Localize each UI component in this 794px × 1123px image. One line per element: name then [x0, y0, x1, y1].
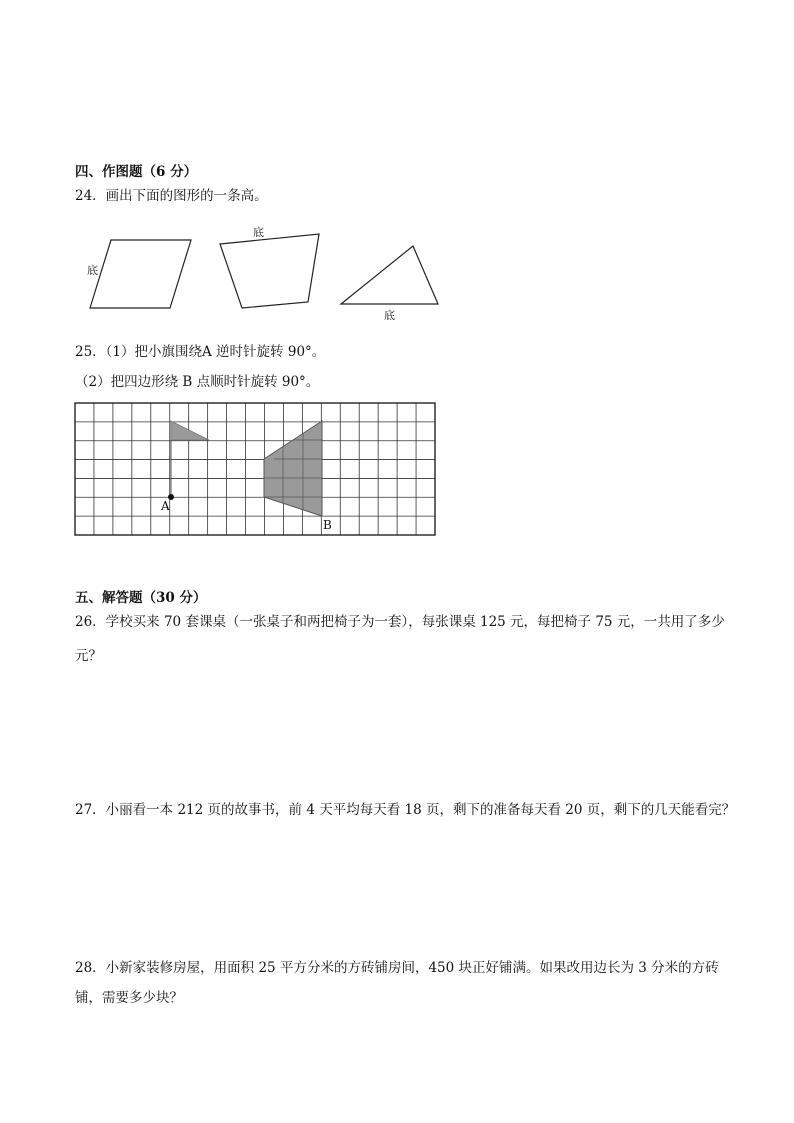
question-25-grid: [74, 402, 438, 538]
triangle-shape: [341, 246, 438, 304]
question-28-line-1: 28．小新家装修房屋，用面积 25 平方分米的方砖铺房间，450 块正好铺满。如果改用边长为 3 分米的方砖: [75, 960, 719, 976]
section-5-heading: 五、解答题（30 分）: [75, 590, 207, 606]
flag-shape: [171, 421, 209, 440]
point-b-label: B: [323, 518, 332, 532]
question-24-text: 24．画出下面的图形的一条高。: [75, 188, 268, 204]
question-28-line-2: 铺，需要多少块？: [75, 990, 183, 1006]
grid-border: [75, 403, 435, 535]
grid-lines: [75, 403, 435, 535]
question-27-text: 27．小丽看一本 212 页的故事书，前 4 天平均每天看 18 页，剩下的准备每天看 20 页，剩下的几天能看完？: [75, 802, 736, 818]
triangle-base-label: 底: [384, 309, 395, 322]
question-26-line-2: 元？: [75, 648, 102, 664]
question-25-part-1: 25．（1）把小旗围绕A 逆时针旋转 90°。: [75, 344, 326, 360]
question-26-line-1: 26．学校买来 70 套课桌（一张桌子和两把椅子为一套），每张课桌 125 元，每把椅子 75 元，一共用了多少: [75, 614, 725, 630]
section-4-heading: 四、作图题（6 分）: [75, 164, 198, 180]
quadrilateral-shape: [264, 421, 322, 516]
parallelogram-shape: [90, 240, 191, 308]
trapezoid-shape: [220, 234, 319, 308]
question-25-part-2: （2）把四边形绕 B 点顺时针旋转 90°。: [75, 374, 320, 390]
parallelogram-base-label: 底: [87, 264, 98, 277]
trapezoid-base-label: 底: [253, 226, 264, 239]
point-a-label: A: [161, 499, 170, 513]
